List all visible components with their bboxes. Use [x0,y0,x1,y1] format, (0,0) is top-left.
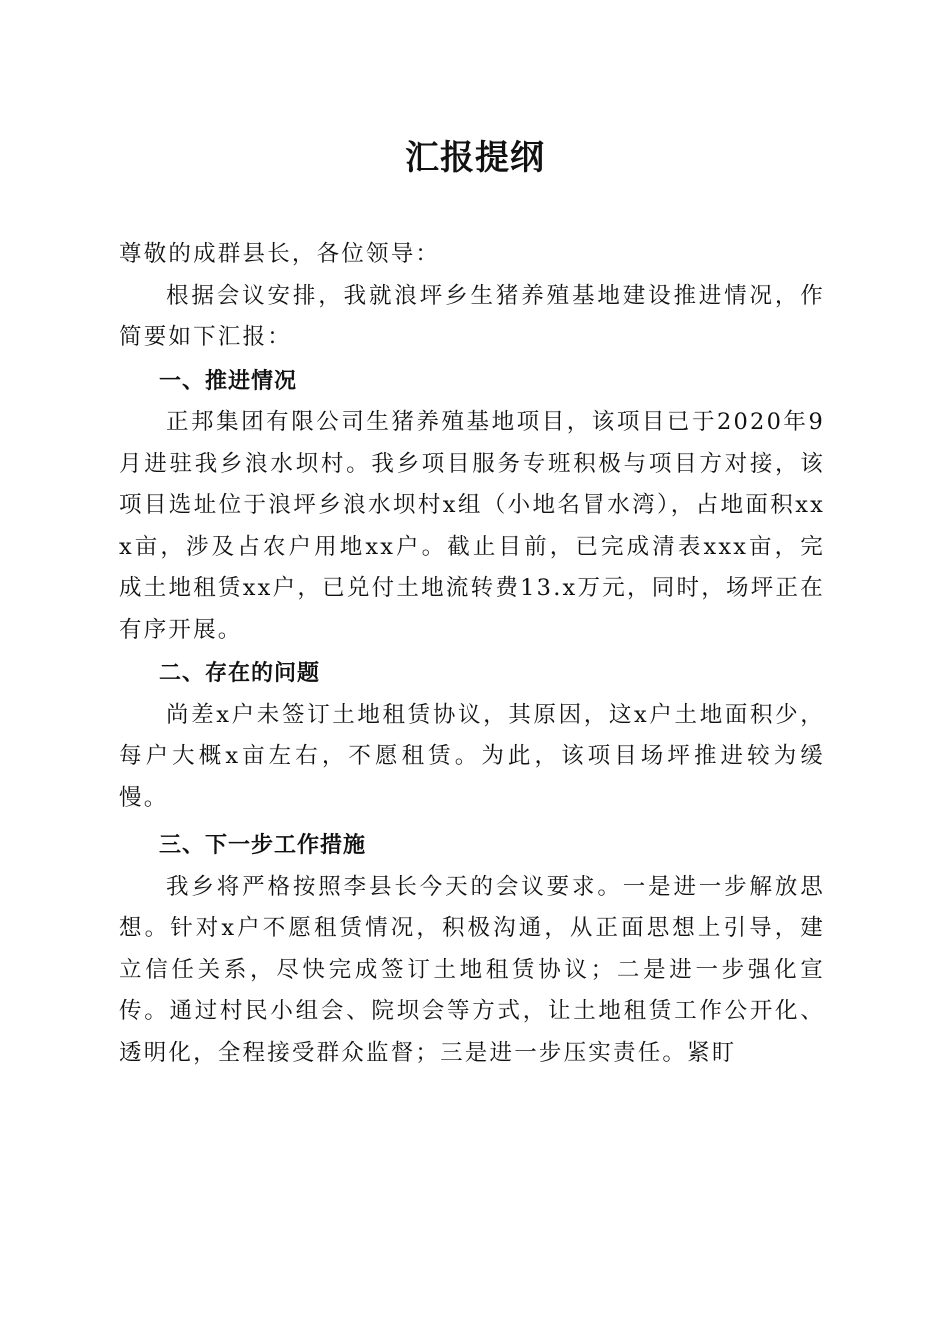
section-heading-problems: 二、存在的问题 [159,661,321,686]
section-paragraph-progress: 正邦集团有限公司生猪养殖基地项目，该项目已于2020年9月进驻我乡浪水坝村。我乡项目服务专班积极与项目方对接，该项目选址位于浪坪乡浪水坝村x组（小地名冒水湾），占地面积xxx亩，涉及占农户用地xx户。截止目前，已完成清表xxx亩，完成土地租赁xx户，已兑付土地流转费13.x万元，同时，场坪正在有序开展。 [119,409,825,643]
document-title: 汇报提纲 [405,138,545,178]
section-paragraph-next-steps: 我乡将严格按照李县长今天的会议要求。一是进一步解放思想。针对x户不愿租赁情况，积极沟通，从正面思想上引导，建立信任关系，尽快完成签订土地租赁协议；二是进一步强化宣传。通过村民小组会、院坝会等方式，让土地租赁工作公开化、透明化，全程接受群众监督；三是进一步压实责任。紧盯 [119,873,825,1066]
section-paragraph-problems: 尚差x户未签订土地租赁协议，其原因，这x户土地面积少，每户大概x亩左右，不愿租赁。为此，该项目场坪推进较为缓慢。 [119,701,825,811]
section-heading-next-steps: 三、下一步工作措施 [159,833,367,858]
document-body [119,234,825,1074]
section-heading-progress: 一、推进情况 [159,368,298,394]
intro-paragraph: 根据会议安排，我就浪坪乡生猪养殖基地建设推进情况，作简要如下汇报： [119,282,825,350]
salutation: 尊敬的成群县长，各位领导： [119,241,441,267]
